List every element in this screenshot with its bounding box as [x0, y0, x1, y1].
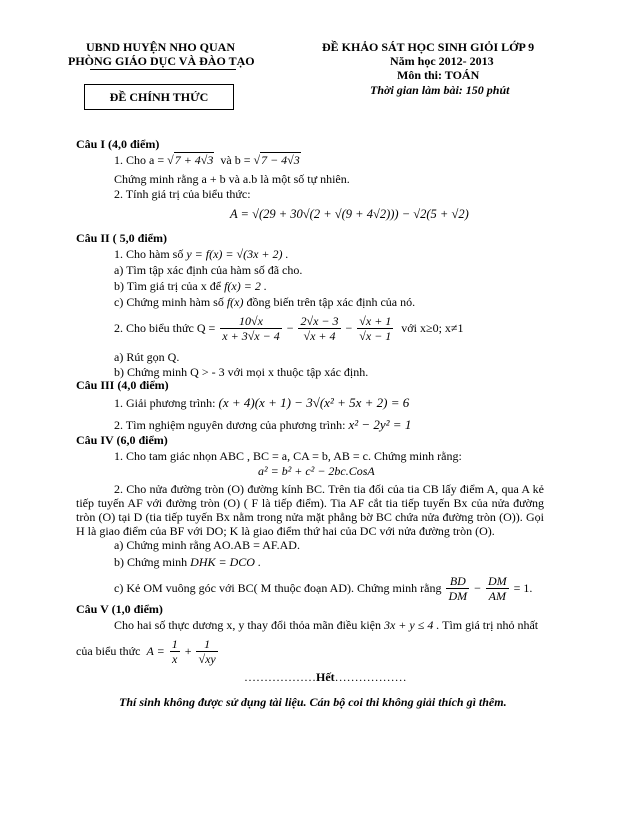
q2-function: y = f(x) = √(3x + 2) .: [186, 247, 289, 261]
q1-a-value: √7 + 4√3: [167, 153, 214, 167]
q4-p1-expr: a² = b² + c² − 2bc.CosA: [258, 464, 375, 478]
school-year: Năm học 2012- 2013: [390, 54, 494, 68]
q5-plus: +: [184, 644, 192, 658]
q2-fraction-3: $\frac{√x + 1}{√x - 1}$: [359, 314, 392, 343]
q4-c: [114, 574, 532, 603]
q3-p1-lead: 1. Giải phương trình:: [114, 396, 216, 410]
q2-part2: [114, 314, 463, 343]
q2-c-func: f(x): [226, 295, 244, 309]
q4-c-fraction-1: $\frac{BD}{DM}$: [448, 574, 468, 603]
q2-p2-lead: 2. Cho biểu thức Q =: [114, 321, 216, 335]
q2-minus-1: −: [286, 321, 294, 335]
department-name: UBND HUYỆN NHO QUAN: [86, 40, 236, 54]
q1-p1-line2: Chứng minh rằng a + b và a.b là một số tự nhiên.: [114, 172, 350, 186]
q2-b-lead: b) Tìm giá trị của x để: [114, 279, 222, 293]
end-marker: [244, 670, 407, 685]
end-dots-left: ………………: [244, 670, 316, 684]
q5-fraction-2: $\frac{1}{√xy}$: [198, 637, 216, 666]
q2-qb: b) Chứng minh Q > - 3 với mọi x thuộc tập xác định.: [114, 365, 369, 379]
end-label: Hết: [316, 670, 335, 684]
q1-part1: [114, 153, 301, 168]
q4-c-fraction-2: $\frac{DM}{AM}$: [487, 574, 507, 603]
q2-b: [114, 279, 267, 294]
header-underline: [90, 69, 236, 70]
q2-c-tail: đồng biến trên tập xác định của nó.: [246, 295, 416, 309]
q2-condition: với x≥0; x≠1: [401, 321, 464, 335]
q4-a: a) Chứng minh rằng AO.AB = AF.AD.: [114, 538, 300, 552]
q2-c: [114, 295, 415, 310]
q5-p1-tail: Tìm giá trị nhỏ nhất: [442, 618, 539, 632]
q2-c-lead: c) Chứng minh hàm số: [114, 295, 224, 309]
end-dots-right: ………………: [334, 670, 407, 684]
q2-a: a) Tìm tập xác định của hàm số đã cho.: [114, 263, 303, 277]
q4-c-tail: = 1.: [513, 581, 533, 595]
q1-title: Câu I (4,0 điểm): [76, 137, 160, 151]
q5-part1: [114, 618, 538, 633]
official-box: [84, 84, 234, 110]
exam-title: ĐỀ KHẢO SÁT HỌC SINH GIỎI LỚP 9: [322, 40, 535, 54]
q1-part2: 2. Tính giá trị của biểu thức:: [114, 187, 251, 201]
q2-fraction-2: $\frac{2√x - 3}{√x + 4}$: [300, 314, 339, 343]
q2-fraction-1: $\frac{10√x}{x + 3√x - 4}$: [222, 314, 280, 343]
q5-part2: [76, 637, 220, 666]
q2-minus-2: −: [345, 321, 353, 335]
q5-p2-lead: của biểu thức: [76, 644, 141, 658]
q1-and: và b =: [220, 153, 251, 167]
q4-c-lead: c) Kẻ OM vuông góc với BC( M thuộc đoạn AD). Chứng minh rằng: [114, 581, 442, 595]
q5-condition: 3x + y ≤ 4 .: [383, 618, 440, 632]
q3-p1-expr: (x + 4)(x + 1) − 3√(x² + 5x + 2) = 6: [218, 395, 410, 410]
q1-b-value: √7 − 4√3: [253, 153, 300, 167]
q2-b-expr: f(x) = 2 .: [224, 279, 267, 293]
q5-fraction-1: $\frac{1}{x}$: [171, 637, 178, 666]
q3-p2-expr: x² − 2y² = 1: [348, 417, 412, 432]
q5-title: Câu V (1,0 điểm): [76, 602, 163, 616]
q4-title: Câu IV (6,0 điểm): [76, 433, 168, 447]
q4-part1: 1. Cho tam giác nhọn ABC , BC = a, CA = b, AB = c. Chứng minh rằng:: [114, 449, 462, 463]
q3-part2: [114, 417, 411, 433]
q4-c-minus: −: [474, 581, 481, 595]
q1-expression: A = √(29 + 30√(2 + √(9 + 4√2))) − √2(5 + √2): [230, 207, 469, 221]
q2-part1: [114, 247, 289, 262]
q2-p1-lead: 1. Cho hàm số: [114, 247, 184, 261]
subject: Môn thi: TOÁN: [397, 68, 480, 82]
duration: Thời gian làm bài: 150 phút: [370, 83, 510, 97]
q4-b-expr: DHK = DCO .: [190, 555, 261, 569]
q4-b: [114, 555, 261, 570]
footer-note: Thí sinh không được sử dụng tài liệu. Cán bộ coi thi không giải thích gì thêm.: [119, 695, 507, 709]
q5-p1-lead: Cho hai số thực dương x, y thay đổi thỏa mãn điều kiện: [114, 618, 381, 632]
q5-A: A =: [146, 644, 165, 658]
q1-p1-lead: 1. Cho a =: [114, 153, 165, 167]
q4-part2: 2. Cho nửa đường tròn (O) đường kính BC. Trên tia đối của tia CB lấy điểm A, qua A kẻ tiếp tuyến AF với đường tròn (O) ( F là tiếp điểm). Tia AF cắt tia tiếp tuyến Bx của nửa đường tròn (O) tại D (tia tiếp tuyến Bx nằm trong nửa mặt phẳng bờ BC chứa nửa đường tròn (O)). Gọi H là giao điểm của BF với DO; K là giao điểm thứ hai của DC với nửa đường tròn (O).: [76, 482, 544, 538]
q3-part1: [114, 395, 409, 411]
office-name: PHÒNG GIÁO DỤC VÀ ĐÀO TẠO: [68, 54, 255, 68]
q3-title: Câu III (4,0 điểm): [76, 378, 169, 392]
q2-qa: a) Rút gọn Q.: [114, 350, 180, 364]
q3-p2-lead: 2. Tìm nghiệm nguyên dương của phương trình:: [114, 418, 346, 432]
q4-b-lead: b) Chứng minh: [114, 555, 188, 569]
official-label: ĐỀ CHÍNH THỨC: [109, 90, 209, 104]
q2-title: Câu II ( 5,0 điểm): [76, 231, 168, 245]
